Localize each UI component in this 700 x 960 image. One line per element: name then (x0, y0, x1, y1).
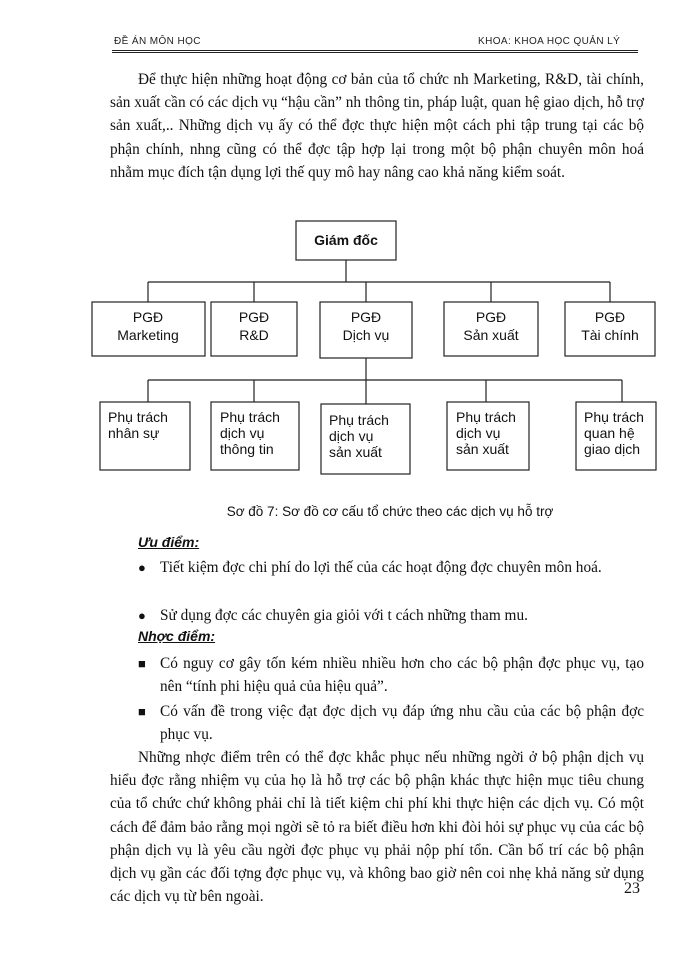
service-line: Phụ trách (108, 409, 168, 425)
manager-title: PGĐ (350, 309, 382, 325)
bullet-dot-icon: ● (138, 608, 146, 623)
bullet-dot-icon: ● (138, 560, 146, 575)
advantage-item (138, 604, 644, 627)
service-line: giao dịch (584, 441, 641, 457)
service-line: sản xuất (329, 444, 382, 460)
manager-box-services (320, 302, 412, 358)
disadvantage-text: Có vấn đề trong việc đạt đợc dịch vụ đáp ứng nhu cầu của các bộ phận đợc phục vụ. (160, 703, 644, 744)
service-line: Phụ trách (220, 409, 280, 425)
service-line: dịch vụ (329, 428, 374, 444)
service-line: thông tin (220, 441, 274, 457)
manager-box-production (444, 302, 538, 356)
disadvantage-item (138, 652, 644, 698)
manager-dept: Dịch vụ (342, 327, 390, 343)
advantage-item (138, 556, 644, 579)
manager-box-marketing (92, 302, 205, 356)
manager-dept: Tài chính (581, 327, 639, 343)
header-left: ĐỀ ÁN MÔN HỌC (114, 36, 201, 47)
director-box (296, 221, 396, 260)
service-line: dịch vụ (220, 425, 265, 441)
manager-box-rnd (211, 302, 297, 356)
manager-box-finance (565, 302, 655, 356)
director-label: Giám đốc (314, 232, 378, 248)
disadvantage-text: Có nguy cơ gây tốn kém nhiều nhiều hơn cho các bộ phận đợc phục vụ, tạo nên “tính phi hiệu quả của hiệu quả”. (160, 655, 644, 696)
service-line: Phụ trách (584, 409, 644, 425)
header-right: KHOA: KHOA HỌC QUẢN LÝ (478, 36, 621, 47)
manager-dept: Sản xuất (463, 327, 519, 343)
disadvantages-heading: Nhợc điểm: (138, 628, 216, 644)
manager-title: PGĐ (475, 309, 507, 325)
bullet-square-icon: ■ (138, 704, 146, 719)
disadvantage-item (138, 700, 644, 746)
service-box-info (211, 402, 299, 470)
closing-paragraph: Những nhợc điểm trên có thể đợc khắc phục nếu những ngời ở bộ phận dịch vụ hiểu đợc rằng nhiệm vụ của họ là hỗ trợ các bộ phận khác thực hiện mục tiêu chung của tổ chức chứ không phải chỉ là tiết kiệm chi phí khi thực hiện các dịch vụ. Có một cách để đảm bảo rằng mọi ngời sẽ tỏ ra biết điều hơn khi đòi hỏi sự phục vụ của các bộ phận dịch vụ là yêu cầu ngời đợc phục vụ phải nộp phí tổn. Cần bố trí các bộ phận dịch vụ gần các đối tợng đợc phục vụ, và không bao giờ nên coi nhẹ khả năng sử dụng các dịch vụ từ bên ngoài. (110, 749, 644, 906)
service-line: Phụ trách (329, 412, 389, 428)
service-box-relations (576, 402, 656, 470)
service-line: dịch vụ (456, 425, 501, 441)
service-box-hr (100, 402, 190, 470)
service-line: quan hệ (584, 425, 635, 441)
page-number: 23 (624, 880, 640, 897)
service-line: nhân sự (108, 425, 160, 441)
diagram-caption: Sơ đồ 7: Sơ đồ cơ cấu tổ chức theo các dịch vụ hỗ trợ (226, 504, 554, 519)
advantages-heading: Ưu điểm: (138, 534, 200, 550)
service-box-production-b (447, 402, 529, 470)
manager-title: PGĐ (132, 309, 164, 325)
service-line: Phụ trách (456, 409, 516, 425)
bullet-square-icon: ■ (138, 656, 146, 671)
advantage-text: Sử dụng đợc các chuyên gia giỏi với t cách những tham mu. (160, 607, 528, 624)
service-box-production-a (321, 404, 410, 474)
manager-dept: R&D (239, 327, 269, 343)
intro-paragraph: Để thực hiện những hoạt động cơ bản của tổ chức nh Marketing, R&D, tài chính, sản xuất cần có các dịch vụ “hậu cần” nh thông tin, pháp luật, quan hệ giao dịch, hỗ trợ sản xuất,.. Những dịch vụ ấy có thể đợc thực hiện một cách phi tập trung tại các bộ phận chính, nhng cũng có thể đợc tập hợp lại trong một bộ phận chuyên môn hoá nhằm mục đích tận dụng lợi thế quy mô hay nâng cao khả năng kiểm soát. (110, 71, 644, 181)
manager-title: PGĐ (238, 309, 270, 325)
service-line: sản xuất (456, 441, 509, 457)
advantage-text: Tiết kiệm đợc chi phí do lợi thế của các hoạt động đợc chuyên môn hoá. (160, 559, 602, 576)
manager-dept: Marketing (117, 327, 179, 343)
manager-title: PGĐ (594, 309, 626, 325)
